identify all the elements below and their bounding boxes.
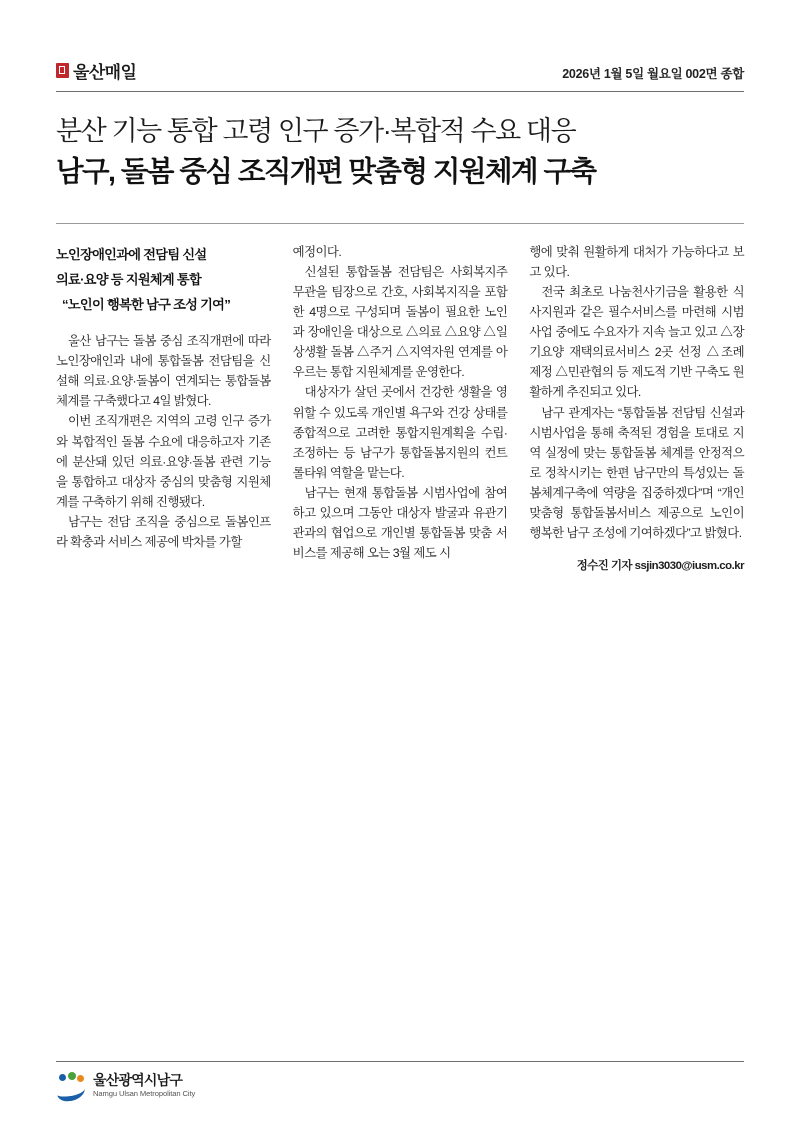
- page-footer: [56, 1061, 744, 1098]
- subhead-block: [56, 242, 271, 317]
- brand: [56, 58, 136, 83]
- footer-divider: [56, 1061, 744, 1062]
- paragraph: 울산 남구는 돌봄 중심 조직개편에 따라 노인장애인과 내에 통합돌봄 전담팀을 신설해 의료·요양·돌봄이 연계되는 통합돌봄 체계를 구축했다고 4일 밝혔다.: [56, 334, 271, 409]
- article-column-3: [529, 242, 744, 576]
- paragraph: 행에 맞춰 원활하게 대처가 가능하다고 보고 있다.: [529, 244, 745, 279]
- issue-info: 2026년 1월 5일 월요일 002면 종합: [562, 67, 744, 81]
- headline-main: 남구, 돌봄 중심 조직개편 맞춤형 지원체계 구축: [56, 156, 596, 189]
- newspaper-logo-icon: [56, 63, 69, 78]
- masthead: [56, 0, 744, 89]
- subhead-1: 노인장애인과에 전담팀 신설: [56, 246, 207, 262]
- footer-brand-text: [93, 1072, 195, 1098]
- brand-name: 울산매일: [73, 63, 137, 82]
- paragraph: 대상자가 살던 곳에서 건강한 생활을 영위할 수 있도록 개인별 욕구와 건강 상태를 종합적으로 고려한 통합지원계획을 수립·조정하는 등 남구가 통합돌봄지원의 컨트롤타워 역할을 맡는다.: [292, 385, 508, 480]
- footer-brand: [56, 1072, 744, 1098]
- footer-name-ko: 울산광역시남구: [93, 1071, 183, 1088]
- paragraph: 신설된 통합돌봄 전담팀은 사회복지주무관을 팀장으로 간호, 사회복지직을 포함한 4명으로 구성되며 돌봄이 필요한 노인과 장애인을 대상으로 △의료 △요양 △일상생활 돌봄 △주거 △지역자원 연계를 아우르는 통합 지원체계를 운영한다.: [292, 264, 508, 380]
- headline-block: [56, 92, 744, 211]
- paragraph: 예정이다.: [292, 244, 342, 259]
- byline: 정수진 기자 ssjin3030@iusm.co.kr: [576, 560, 745, 573]
- paragraph: 남구는 현재 통합돌봄 시범사업에 참여하고 있으며 그동안 대상자 발굴과 유관기관과의 협업으로 개인별 통합돌봄 맞춤 서비스를 제공해 오는 3월 제도 시: [292, 485, 508, 561]
- headline-kicker: 분산 기능 통합 고령 인구 증가·복합적 수요 대응: [56, 116, 576, 146]
- subhead-2: 의료·요양 등 지원체계 통합: [56, 271, 202, 287]
- paragraph: 남구는 전담 조직을 중심으로 돌봄인프라 확충과 서비스 제공에 박차를 가할: [56, 514, 271, 549]
- footer-name-en: Namgu Ulsan Metropolitan City: [93, 1088, 196, 1098]
- article-column-1: [56, 242, 271, 576]
- paragraph: 이번 조직개편은 지역의 고령 인구 증가와 복합적인 돌봄 수요에 대응하고자 기존에 분산돼 있던 의료·요양·돌봄 관련 기능을 통합하고 대상자 중심의 맞춤형 지원체계를 구축하기 위해 진행됐다.: [56, 414, 271, 509]
- namgu-logo-icon: [56, 1072, 86, 1098]
- paragraph: 남구 관계자는 “통합돌봄 전담팀 신설과 시범사업을 통해 축적된 경험을 토대로 지역 실정에 맞는 통합돌봄 체계를 안정적으로 정착시키는 한편 남구만의 특성있는 돌봄체계구축에 역량을 집중하겠다”며 “개인 맞춤형 통합돌봄서비스 제공으로 노인이 행복한 남구 조성에 기여하겠다”고 밝혔다.: [529, 405, 745, 541]
- article-column-2: [293, 242, 508, 576]
- article-body: [56, 224, 744, 576]
- paragraph: 전국 최초로 나눔천사기금을 활용한 식사지원과 같은 필수서비스를 마련해 시범사업 중에도 수요자가 지속 늘고 있고 △장기요양 재택의료서비스 2곳 선정 △조례 제정 △민관협의 등 제도적 기반 구축도 원활하게 추진되고 있다.: [529, 284, 745, 400]
- subhead-3: “노인이 행복한 남구 조성 기여”: [62, 296, 231, 312]
